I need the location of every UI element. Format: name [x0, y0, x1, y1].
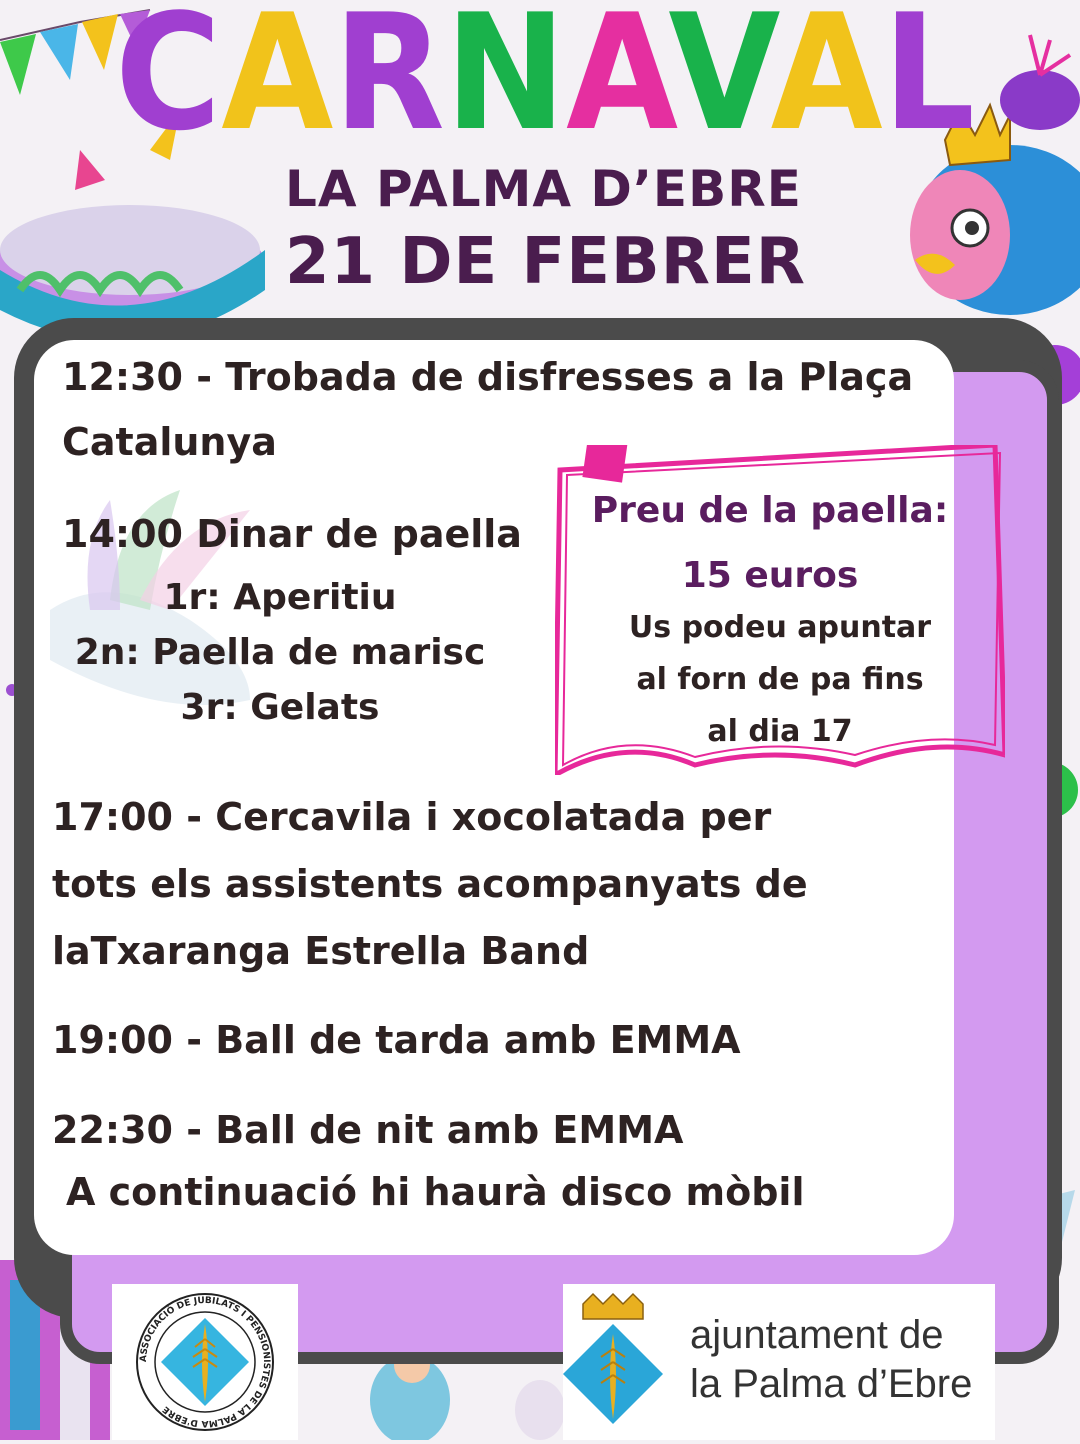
menu-item-2: 2n: Paella de marisc [74, 632, 486, 673]
carnaval-title [115, 0, 975, 140]
event-date: 21 DE FEBRER [285, 225, 806, 299]
ajuntament-line-1: ajuntament de [690, 1313, 944, 1357]
price-amount: 15 euros [681, 555, 859, 596]
title-letter: L [882, 0, 975, 140]
price-title: Preu de la paella: [591, 490, 949, 531]
price-note-line-2: al forn de pa fins [636, 662, 924, 697]
schedule-item-2-line-1: 14:00 Dinar de paella [62, 512, 522, 556]
schedule-item-3-line-2: tots els assistents acompanyats de [52, 862, 808, 906]
association-ring-text: ASSOCIACIÓ DE JUBILATS I PENSIONISTES DE LA PALMA D'EBRE [138, 1295, 272, 1429]
menu-item-1: 1r: Aperitiu [163, 577, 397, 618]
schedule-item-3-line-1: 17:00 - Cercavila i xocolatada per [52, 795, 772, 839]
price-note-line-3: al dia 17 [707, 714, 853, 749]
schedule-item-4: 19:00 - Ball de tarda amb EMMA [52, 1018, 741, 1062]
town-name: LA PALMA D’EBRE [285, 160, 802, 218]
title-letter: N [444, 0, 579, 140]
association-emblem [112, 1284, 298, 1440]
title-letter: R [333, 0, 457, 140]
schedule-item-3-line-3: laTxaranga Estrella Band [52, 929, 590, 973]
ajuntament-emblem [563, 1284, 673, 1440]
menu-item-3: 3r: Gelats [180, 687, 380, 728]
association-logo [112, 1284, 298, 1440]
schedule-item-1-line-1: 12:30 - Trobada de disfresses a la Plaça [62, 355, 914, 399]
title-letter: A [221, 0, 346, 140]
title-letter: V [668, 0, 782, 140]
price-note-line-1: Us podeu apuntar [628, 610, 932, 645]
schedule-item-5-line-1: 22:30 - Ball de nit amb EMMA [52, 1108, 684, 1152]
title-letter: A [566, 0, 680, 140]
schedule-item-1-line-2: Catalunya [62, 420, 277, 464]
carnaval-title-text [115, 0, 975, 140]
title-letter: C [115, 0, 233, 140]
ajuntament-line-2: la Palma d’Ebre [690, 1362, 973, 1406]
title-letter: A [770, 0, 895, 140]
schedule-item-5-line-2: A continuació hi haurà disco mòbil [66, 1170, 805, 1214]
carnaval-title-graphic [115, 0, 975, 140]
